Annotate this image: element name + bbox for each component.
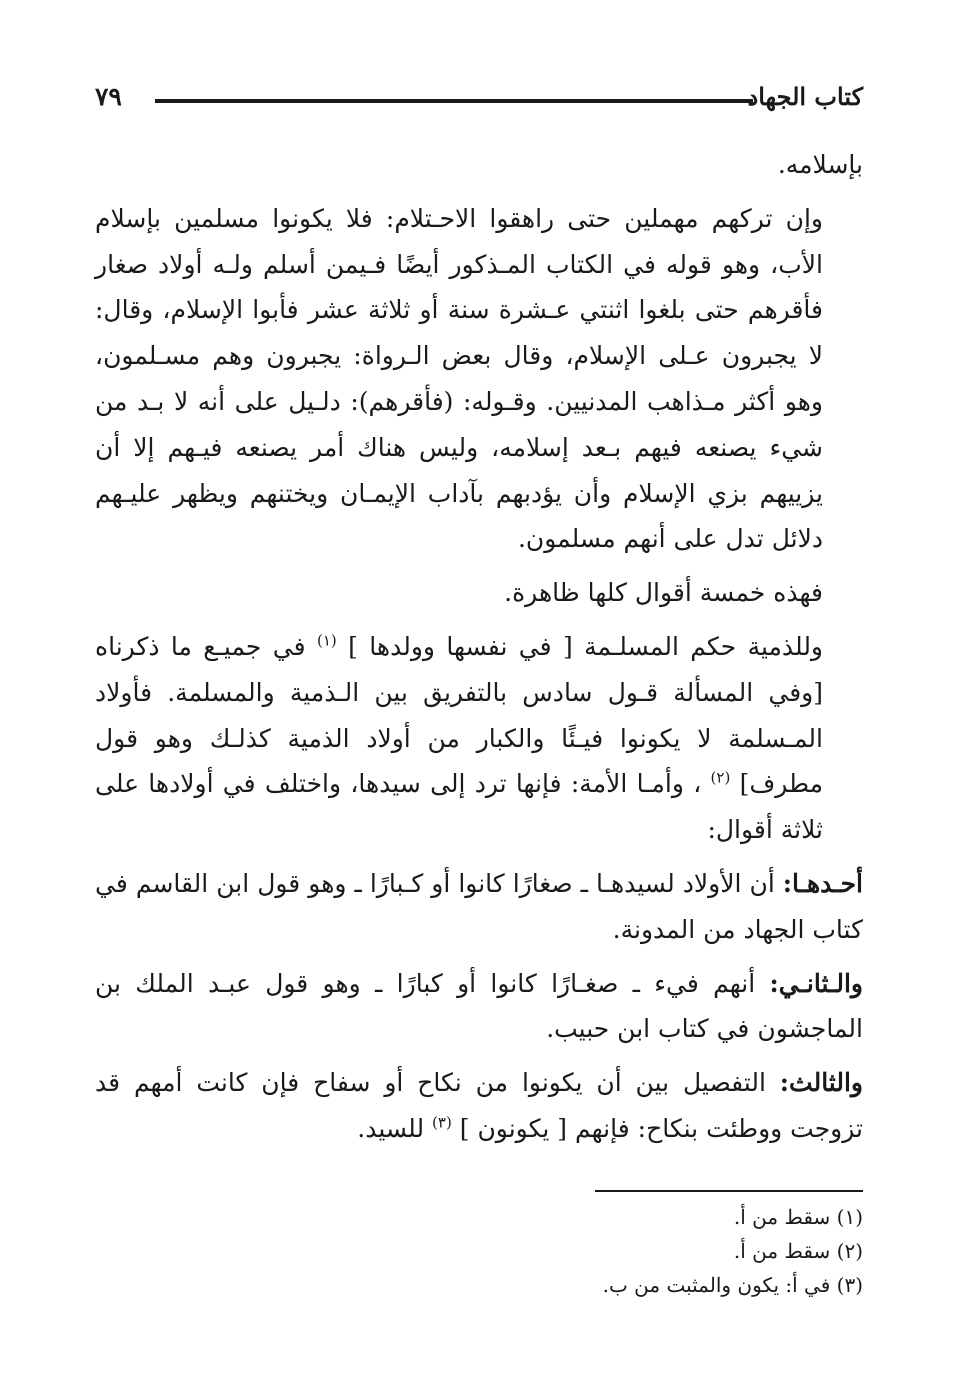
page-header [95, 82, 863, 118]
paragraph: أحـدهـا: أن الأولاد لسيدهـا ـ صغارًا كانوا أو كـبارًا ـ وهو قول ابن القاسم في كتاب الجهاد من المدونة. [95, 868, 863, 944]
header-rule [155, 99, 753, 103]
paragraph-lead: والـثانـي: [769, 968, 863, 998]
footnote-ref: (١) [316, 631, 337, 650]
footnote-ref: (٣) [432, 1113, 452, 1132]
paragraph-lead: والثالث: [779, 1068, 863, 1098]
paragraph: فهذه خمسة أقوال كلها ظاهرة. [504, 578, 823, 608]
paragraph: والثالث: التفصيل بين أن يكونوا من نكاح أو سفاح فإن كانت أمهم قد تزوجت ووطئت بنكاح: فإنهم [ يكونون ] $^{(٣)}$ للسيد. [95, 1068, 863, 1143]
paragraph-continuation: بإسلامه. [777, 150, 863, 179]
running-title: كتاب الجهاد [747, 82, 863, 111]
footnotes [95, 1200, 863, 1302]
paragraph: والـثانـي: أنهم فيء ـ صغـارًا كانوا أو كبارًا ـ وهو قول عبـد الملك بن الماجشون في كتاب ابن حبيب. [95, 968, 863, 1044]
footnote-ref: (٢) [710, 769, 731, 788]
paragraph: وللذمية حكم المسلـمة [ في نفسها وولدها ] $^{(١)}$ في جميـع ما ذكرناه [وفي المسألة قـول سادس بالتفريق بين الـذمية والمسلمة. فأولاد المـسلمة لا يكونوا فيـئًا والكبار من أولاد الذمية كذلـك وهو قول مطرف] $^{(٢)}$ ، وأمـا الأمة: فإنها ترد إلى سيدها، واختلف في أولادها على ثلاثة أقوال: [95, 631, 824, 845]
body-text [95, 142, 863, 1152]
footnote: (٢) سقط من أ. [733, 1239, 863, 1263]
page-number: ٧٩ [95, 82, 122, 111]
paragraph-lead: أحـدهـا: [782, 868, 863, 898]
footnote: (١) سقط من أ. [733, 1205, 863, 1229]
paragraph: وإن تركهم مهملين حتى راهقوا الاحـتلام: فلا يكونوا مسلمين بإسلام الأب، وهو قوله في الكتاب المـذكور أيضًا فـيمن أسلم ولـه أولاد صغار فأقرهم حتى بلغوا اثنتي عـشرة سنة أو ثلاثة عشر فأبوا الإسلام، وقال: لا يجبرون عـلى الإسلام، وقال بعض الـرواة: يجبرون وهم مسـلمون، وهو أكثر مـذاهب المدنيين. وقـوله: (فأقرهم): دلـيل على أنه لا بـد من شيء يصنعه فيهم بـعد إسلامه، وليس هناك أمر يصنعه فيـهم إلا أن يزييهم بزي الإسلام وأن يؤدبهم بآداب الإيمـان ويختنهم ويظهر عليـهم دلائل تدل على أنهم مسلمون. [95, 203, 823, 554]
footnote-separator [595, 1190, 863, 1192]
footnote: (٣) في أ: يكون والمثبت من ب. [602, 1273, 863, 1297]
